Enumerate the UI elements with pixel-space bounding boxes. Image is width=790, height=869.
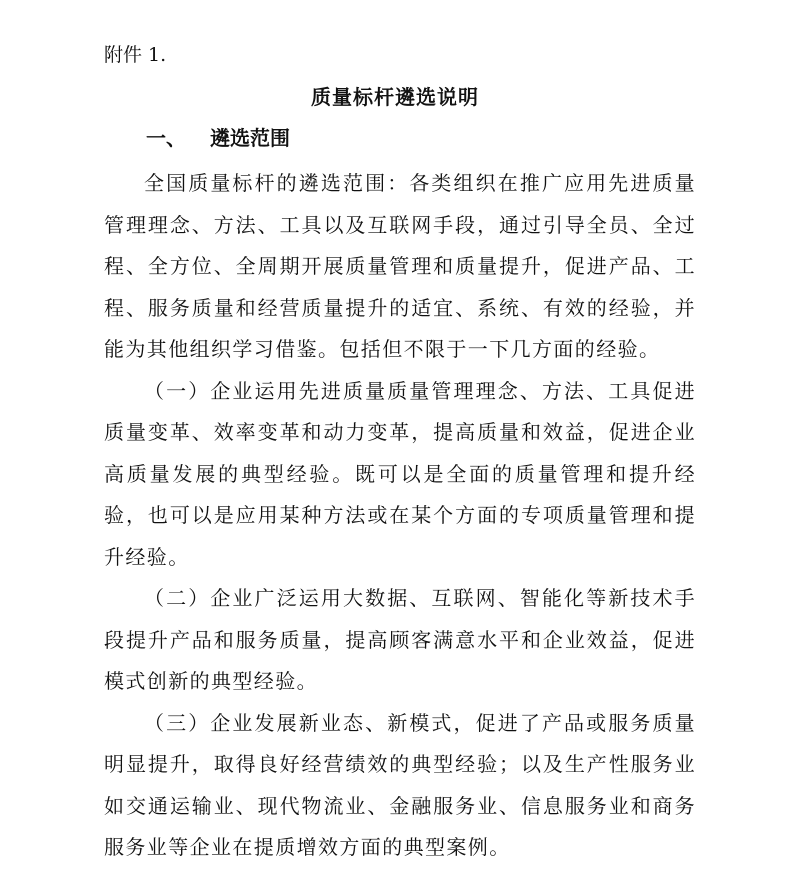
document-title: 质量标杆遴选说明 xyxy=(311,85,479,109)
paragraph-item-1: （一）企业运用先进质量质量管理理念、方法、工具促进质量变革、效率变革和动力变革，提高质量和效益，促进企业高质量发展的典型经验。既可以是全面的质量管理和提升经验，也可以是应用某种方法或在某个方面的专项质量管理和提升经验。 xyxy=(104,378,696,569)
paragraph-scope: 全国质量标杆的遴选范围：各类组织在推广应用先进质量管理理念、方法、工具以及互联网手段，通过引导全员、全过程、全方位、全周期开展质量管理和质量提升，促进产品、工程、服务质量和经营质量提升的适宜、系统、有效的经验，并能为其他组织学习借鉴。包括但不限于一下几方面的经验。 xyxy=(104,171,696,361)
attachment-label: 附件 1. xyxy=(104,44,167,66)
paragraph-item-2: （二）企业广泛运用大数据、互联网、智能化等新技术手段提升产品和服务质量，提高顾客满意水平和企业效益，促进模式创新的典型经验。 xyxy=(104,586,696,693)
section-heading xyxy=(146,123,290,153)
paragraph-item-3: （三）企业发展新业态、新模式，促进了产品或服务质量明显提升，取得良好经营绩效的典型经验；以及生产性服务业如交通运输业、现代物流业、金融服务业、信息服务业和商务服务业等企业在提质增效方面的典型案例。 xyxy=(104,710,696,859)
body-text xyxy=(104,163,696,869)
section-number: 一、 xyxy=(146,126,186,150)
section-heading-text: 遴选范围 xyxy=(210,126,290,150)
